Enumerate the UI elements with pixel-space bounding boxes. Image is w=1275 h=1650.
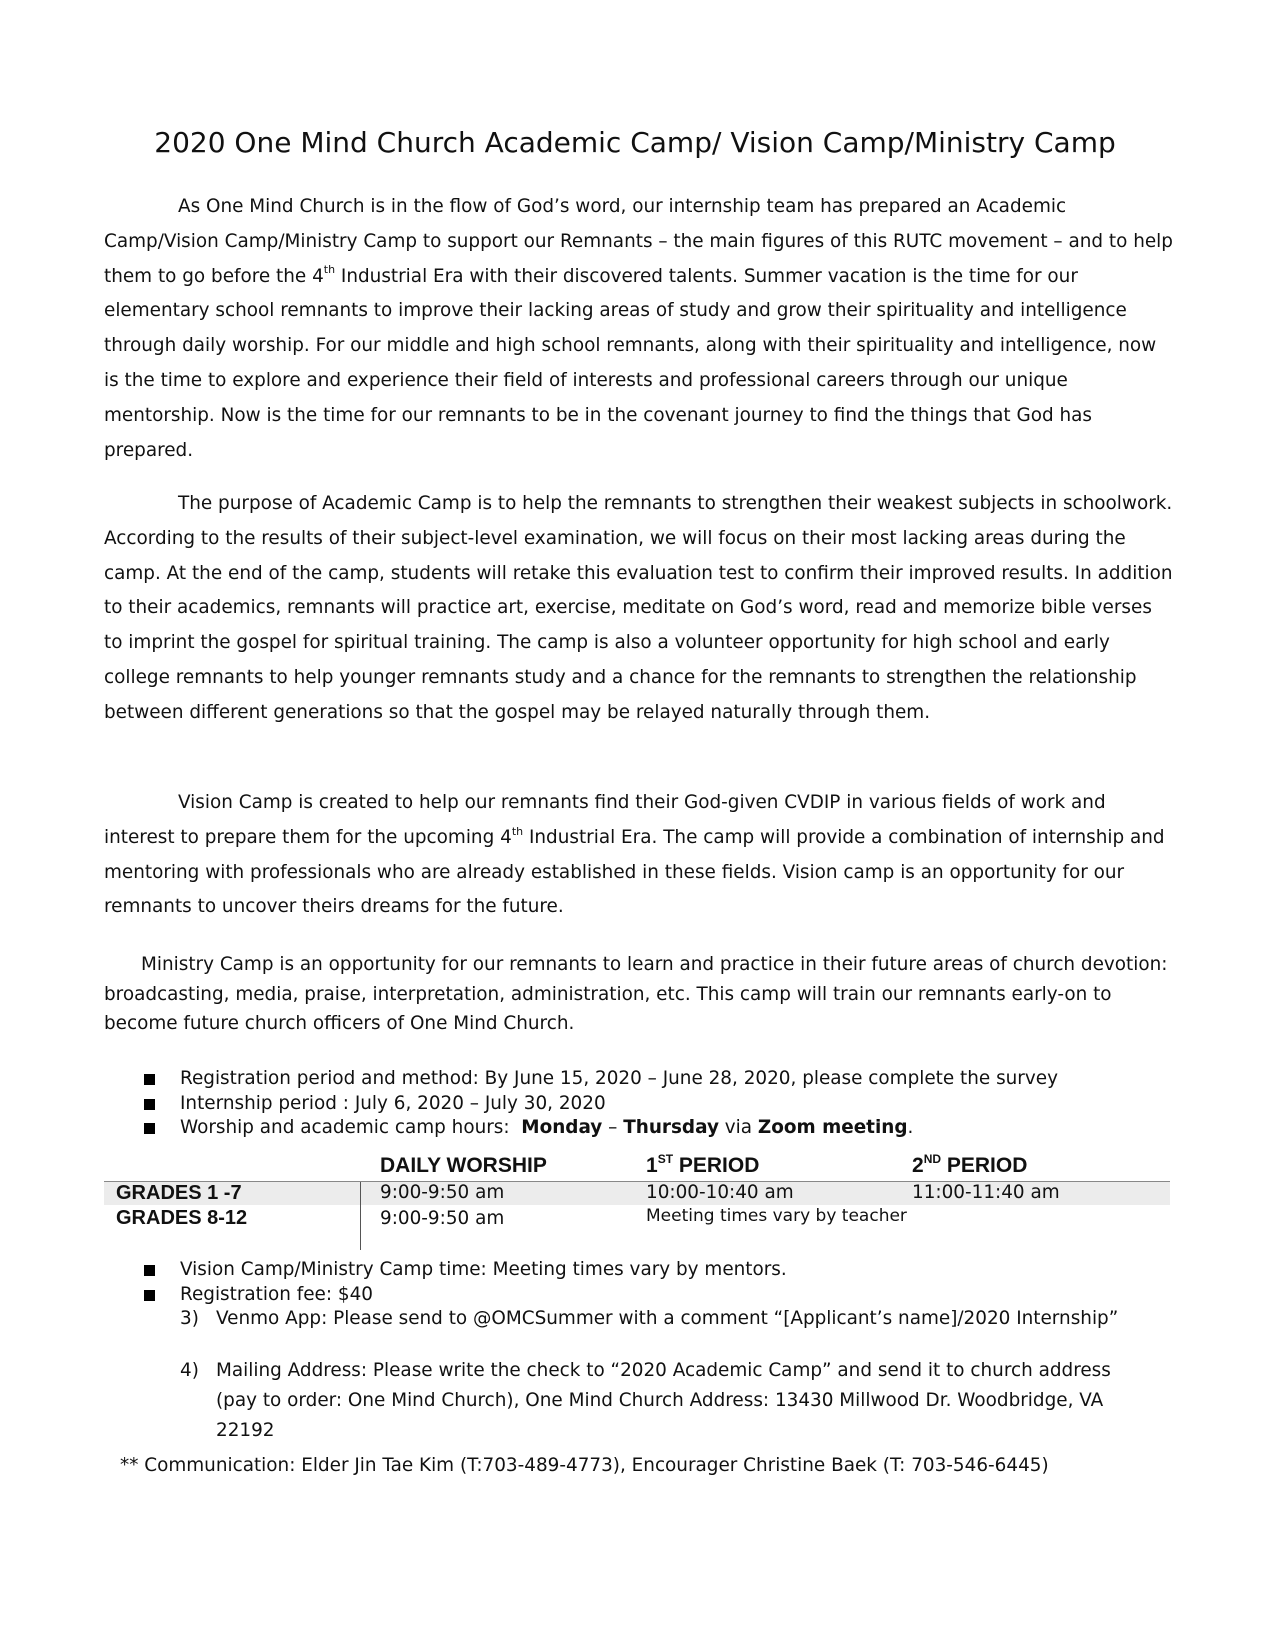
schedule-table — [104, 1154, 1170, 1254]
vision-time-bullet: Vision Camp/Ministry Camp time: Meeting times vary by mentors. — [104, 1258, 1174, 1283]
square-bullet-icon — [144, 1265, 155, 1276]
square-bullet-icon — [144, 1099, 155, 1110]
payment-list-mail — [104, 1356, 1174, 1446]
cell-second-period-1-7: 11:00-11:40 am — [912, 1182, 1060, 1203]
row-label-grades-1-7: GRADES 1 -7 — [116, 1182, 242, 1204]
header-daily-worship: DAILY WORSHIP — [380, 1154, 547, 1177]
header-second-period: 2ND PERIOD — [912, 1152, 1028, 1177]
cell-worship-8-12: 9:00-9:50 am — [380, 1208, 505, 1229]
square-bullet-icon — [144, 1123, 155, 1134]
internship-bullet: Internship period : July 6, 2020 – July 30, 2020 — [104, 1092, 1174, 1117]
ministry-camp-paragraph — [104, 950, 1174, 1039]
ministry-camp-text: Ministry Camp is an opportunity for our remnants to learn and practice in their future areas of church devotion: broadcasting, media, praise, interpretation, administration, etc. This camp will train our remnants early-on to become future church officers of One Mind Church. — [104, 954, 1168, 1034]
square-bullet-icon — [144, 1074, 155, 1085]
camp-bullet-list — [104, 1258, 1174, 1307]
header-first-period: 1ST PERIOD — [646, 1152, 760, 1177]
cell-first-period-1-7: 10:00-10:40 am — [646, 1182, 794, 1203]
academic-camp-paragraph — [104, 487, 1174, 731]
row-label-grades-8-12: GRADES 8-12 — [116, 1207, 248, 1229]
cell-worship-1-7: 9:00-9:50 am — [380, 1182, 505, 1203]
intro-text-a: As One Mind Church is in the flow of God’s word, our internship team has prepared an Academic Camp/Vision Camp/Ministry Camp to support our Remnants – the main figures of this RUTC movement – and to help them to go before the 4 — [104, 196, 1173, 287]
intro-paragraph — [104, 190, 1174, 468]
vision-camp-text-b: Industrial Era. The camp will provide a combination of internship and mentoring with professionals who are already established in these fields. Vision camp is an opportunity for our remnants to uncover theirs dreams for the future. — [104, 826, 1165, 918]
payment-item-venmo: 3) Venmo App: Please send to @OMCSummer with a comment “[Applicant’s name]/2020 Internship” — [180, 1308, 1119, 1329]
vision-camp-paragraph — [104, 786, 1174, 925]
intro-text-b: Industrial Era with their discovered talents. Summer vacation is the time for our elementary school remnants to improve their lacking areas of study and grow their spirituality and intelligence through daily worship. For our middle and high school remnants, along with their spirituality and intelligence, now is the time to explore and experience their field of interests and professional careers through our unique mentorship. Now is the time for our remnants to be in the covenant journey to find the things that God has prepared. — [104, 265, 1157, 461]
vision-camp-sup: th — [511, 824, 524, 838]
column-divider — [360, 1182, 361, 1250]
contact-footer: ** Communication: Elder Jin Tae Kim (T:703-489-4773), Encourager Christine Baek (T: 703-546-6445) — [120, 1455, 1049, 1476]
square-bullet-icon — [144, 1290, 155, 1301]
intro-sup: th — [323, 263, 336, 277]
payment-item-mail: 4) Mailing Address: Please write the check to “2020 Academic Camp” and send it to church address (pay to order: One Mind Church), One Mind Church Address: 13430 Millwood Dr. Woodbridge, VA 22192 — [180, 1360, 1111, 1441]
payment-list-venmo — [104, 1307, 1174, 1332]
registration-bullet: Registration period and method: By June 15, 2020 – June 28, 2020, please complete the survey — [104, 1067, 1174, 1092]
vision-camp-text-a: Vision Camp is created to help our remnants find their God-given CVDIP in various fields of work and interest to prepare them for the upcoming 4 — [104, 792, 1106, 848]
info-bullet-list — [104, 1067, 1174, 1141]
page-title: 2020 One Mind Church Academic Camp/ Vision Camp/Ministry Camp — [154, 126, 1116, 159]
hours-bullet: Worship and academic camp hours: Monday – Thursday via Zoom meeting. — [104, 1116, 1174, 1141]
fee-bullet: Registration fee: $40 — [104, 1283, 1174, 1308]
academic-camp-text: The purpose of Academic Camp is to help the remnants to strengthen their weakest subjects in schoolwork. According to the results of their subject-level examination, we will focus on their most lacking areas during the camp. At the end of the camp, students will retake this evaluation test to confirm their improved results. In addition to their academics, remnants will practice art, exercise, meditate on God’s word, read and memorize bible verses to imprint the gospel for spiritual training. The camp is also a volunteer opportunity for high school and early college remnants to help younger remnants study and a chance for the remnants to strengthen the relationship between different generations so that the gospel may be relayed naturally through them. — [104, 493, 1173, 723]
cell-note-8-12: Meeting times vary by teacher — [646, 1206, 907, 1226]
